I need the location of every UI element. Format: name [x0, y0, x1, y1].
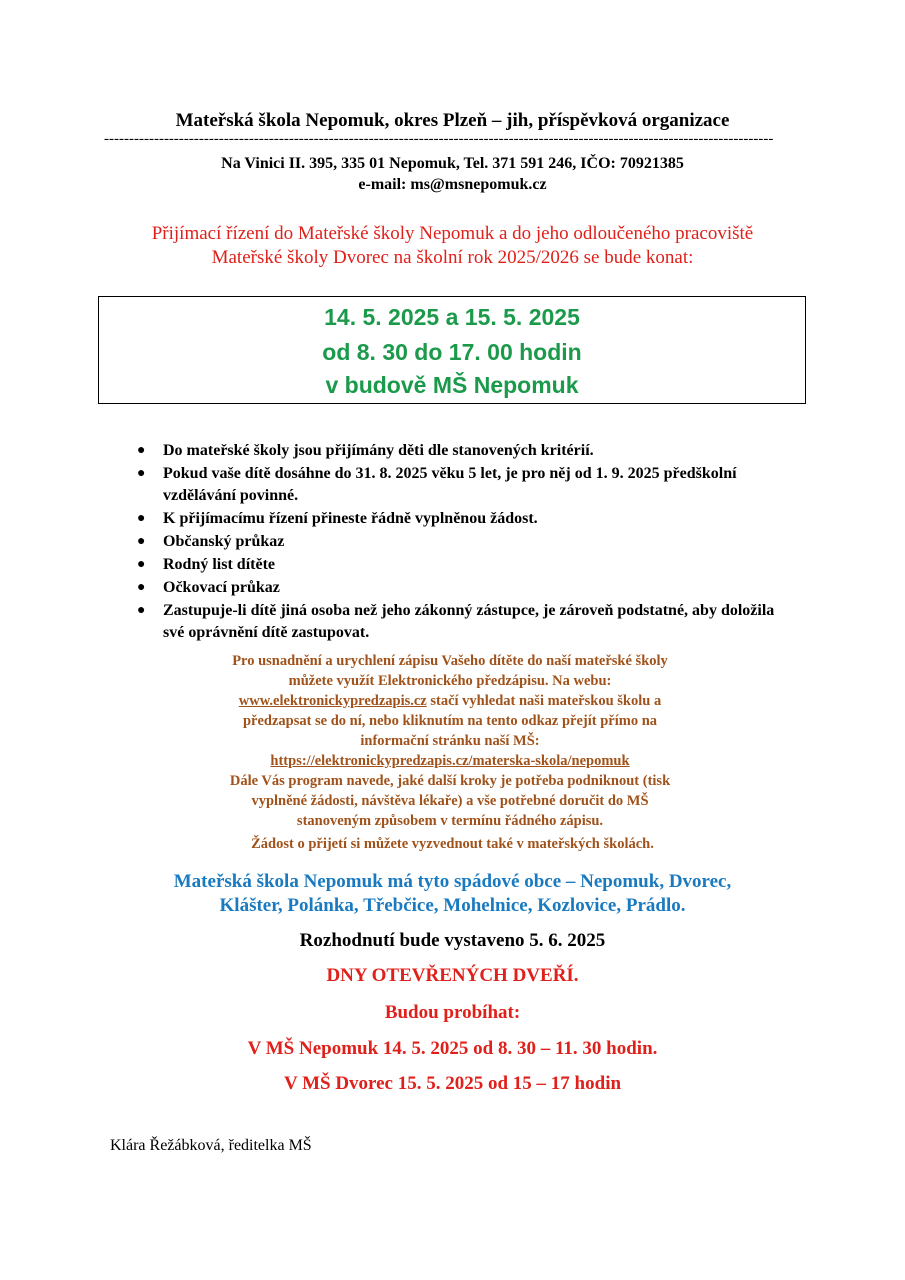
list-item: ● Očkovací průkaz: [130, 577, 780, 599]
villages-line-1: Mateřská škola Nepomuk má tyto spádové obce – Nepomuk, Dvorec,: [173, 871, 732, 892]
list-item: ● Občanský průkaz: [130, 531, 780, 553]
note-line: stanoveným způsobem v termínu řádného zápisu.: [296, 813, 604, 829]
enrollment-dates: 14. 5. 2025 a 15. 5. 2025: [324, 304, 580, 330]
note-line: vyplněné žádosti, návštěva lékaře) a vše potřebné doručit do MŠ: [251, 793, 649, 809]
intro-line-1: Přijímací řízení do Mateřské školy Nepomuk a do jeho odloučeného pracoviště: [151, 223, 754, 244]
intro-line-2: Mateřské školy Dvorec na školní rok 2025/2026 se bude konat:: [211, 247, 694, 268]
note-line: informační stránku naší MŠ:: [360, 733, 540, 749]
open-days-subtitle: Budou probíhat:: [384, 1002, 521, 1023]
catchment-villages: [0, 870, 905, 918]
list-item: ● Rodný list dítěte: [130, 554, 780, 576]
bullet-icon: ●: [137, 580, 146, 595]
open-days-title: DNY OTEVŘENÝCH DVEŘÍ.: [326, 965, 579, 986]
decision-date: Rozhodnutí bude vystaveno 5. 6. 2025: [299, 930, 606, 951]
list-item: ● K přijímacímu řízení přineste řádně vyplněnou žádost.: [130, 508, 780, 530]
school-page-link[interactable]: https://elektronickypredzapis.cz/materska-skola/nepomuk: [270, 753, 630, 769]
note-line: Pro usnadnění a urychlení zápisu Vašeho dítěte do naší mateřské školy: [232, 653, 668, 669]
note-line: Dále Vás program navede, jaké další kroky je potřeba podniknout (tisk: [229, 773, 671, 789]
school-address: Na Vinici II. 395, 335 01 Nepomuk, Tel. 371 591 246, IČO: 70921385: [221, 155, 684, 172]
bullet-icon: ●: [137, 557, 146, 572]
bullet-icon: ●: [137, 534, 146, 549]
list-item: ● Pokud vaše dítě dosáhne do 31. 8. 2025 věku 5 let, je pro něj od 1. 9. 2025 předškolní vzdělávání povinné.: [137, 465, 737, 504]
predzapis-website-link[interactable]: www.elektronickypredzapis.cz: [238, 693, 427, 709]
header-divider: --------------------------------------------------------------------------------------------------------------------------------------: [104, 132, 774, 146]
note-line: www.elektronickypredzapis.cz stačí vyhledat naši mateřskou školu a: [238, 693, 662, 709]
note-line: [190, 751, 710, 771]
bullet-icon: ●: [137, 511, 146, 526]
requirements-list: [130, 440, 780, 645]
villages-line-2: Klášter, Polánka, Třebčice, Mohelnice, Kozlovice, Prádlo.: [219, 895, 686, 916]
list-item: ● Do mateřské školy jsou přijímány děti dle stanovených kritérií.: [130, 440, 780, 462]
school-email: e-mail: ms@msnepomuk.cz: [358, 176, 547, 193]
enrollment-date-box: [98, 296, 806, 404]
note-line: předzapsat se do ní, nebo kliknutím na tento odkaz přejít přímo na: [242, 713, 658, 729]
bullet-icon: ●: [137, 603, 146, 618]
bullet-icon: ●: [137, 466, 146, 481]
open-day-dvorec: V MŠ Dvorec 15. 5. 2025 od 15 – 17 hodin: [283, 1073, 622, 1094]
school-name-heading: Mateřská škola Nepomuk, okres Plzeň – jih, příspěvková organizace: [175, 110, 730, 131]
note-line: můžete využít Elektronického předzápisu. Na webu:: [288, 673, 612, 689]
enrollment-hours: od 8. 30 do 17. 00 hodin: [322, 339, 582, 365]
enrollment-location: v budově MŠ Nepomuk: [325, 372, 579, 398]
list-item: ● Zastupuje-li dítě jiná osoba než jeho zákonný zástupce, je zároveň podstatné, aby doložila své oprávnění dítě zastupovat.: [137, 602, 775, 641]
open-day-nepomuk: V MŠ Nepomuk 14. 5. 2025 od 8. 30 – 11. 30 hodin.: [247, 1038, 658, 1059]
bullet-icon: ●: [137, 443, 146, 458]
application-pickup-note: Žádost o přijetí si můžete vyzvednout také v mateřských školách.: [251, 836, 654, 852]
pre-registration-note: [190, 651, 710, 831]
signature: Klára Řežábková, ředitelka MŠ: [110, 1137, 312, 1154]
